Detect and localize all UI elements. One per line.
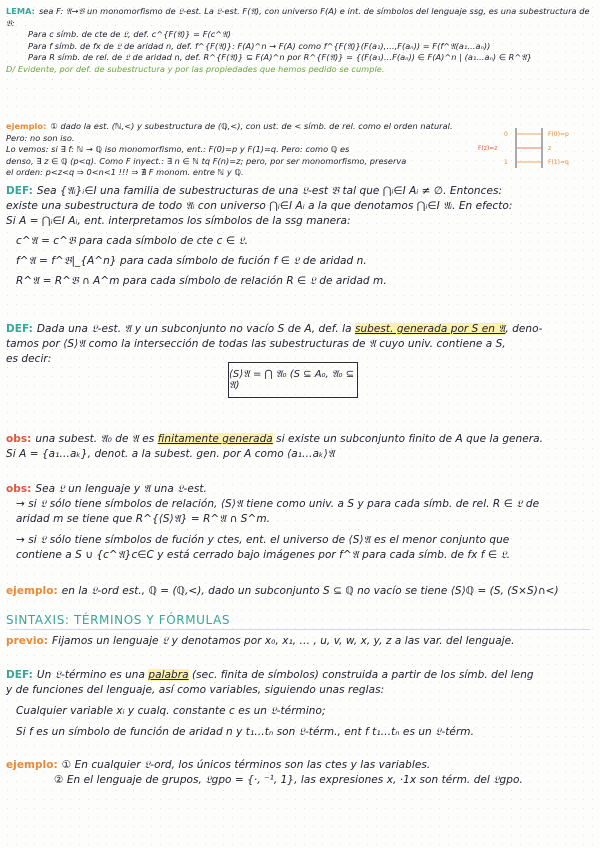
- ejemplo1-tag: ejemplo:: [6, 121, 47, 131]
- ejemplo1-line: ① dado la est. (ℕ,<) y subestructura de (ℚ,<), con ust. de < símb. de rel. como el orden natural. Pero: no son iso.: [6, 121, 453, 143]
- def3-text: (sec. finita de símbolos) construida a partir de los símb. del leng: [192, 669, 534, 681]
- diagram-left-label: F(z)=z: [478, 145, 498, 152]
- def1-item: f^𝔄 = f^𝔅|_{A^n} para cada símbolo de fución f ∈ 𝔏 de aridad n.: [16, 255, 367, 267]
- diagram-right-label: F(1)=q: [548, 159, 569, 166]
- def2-line: es decir:: [6, 353, 52, 365]
- obs2-line: → si 𝔏 sólo tiene símbolos de relación, ⟨S⟩𝔄 tiene como univ. a S y para cada símb. de rel. R ∈ 𝔏 de: [16, 498, 540, 510]
- lema-item: Para R símb. de rel. de 𝔏 de aridad n, def. R^{F(𝔄)} ⊆ F(A)^n por R^{F(𝔄)} = {(F(a₁)…F(aₙ)) ∈ F(A)^n | (a₁…aₙ) ∈ R^𝔄}: [28, 52, 533, 62]
- obs1-text: si existe un subconjunto finito de A que la genera.: [276, 433, 544, 445]
- ejemplo2-text: en la 𝔏-ord est., ℚ = (ℚ,<), dado un subconjunto S ⊆ ℚ no vacío se tiene ⟨S⟩ℚ = (S, (S×S)∩<): [61, 585, 559, 597]
- obs2-tag: obs:: [6, 483, 32, 495]
- def3-item: Cualquier variable xᵢ y cualq. constante c es un 𝔏-término;: [16, 705, 326, 717]
- obs1-line: Si A = {a₁…aₖ}, denot. a la subest. gen. por A como ⟨a₁…aₖ⟩𝔄: [6, 448, 335, 460]
- def1-line: existe una subestructura de todo 𝔄ᵢ con universo ⋂ᵢ∈I Aᵢ a la que denotamos ⋂ᵢ∈I 𝔄ᵢ. En efecto:: [6, 200, 513, 212]
- def1-line: Si A = ⋂ᵢ∈I Aᵢ, ent. interpretamos los símbolos de la ssg manera:: [6, 215, 351, 227]
- diagram-right-label: z: [548, 145, 552, 152]
- obs2-block: [6, 482, 594, 563]
- lema-item: Para c símb. de cte de 𝔏, def. c^{F(𝔄)} = F(c^𝔄): [28, 29, 231, 39]
- generated-substructure-formula: ⟨S⟩𝔄 = ⋂ 𝔄₀ (S ⊆ A₀, 𝔄₀ ⊆ 𝔄): [228, 362, 358, 398]
- lema-text: sea F: 𝔄→𝔅 un monomorfismo de 𝔏-est. La 𝔏-est. F(𝔄), con universo F(A) e int. de símbolos del lenguaje ssg, es una subestructura de 𝔅:: [6, 6, 590, 28]
- def2-line: tamos por ⟨S⟩𝔄 como la intersección de todas las subestructuras de 𝔄 cuyo univ. contiene a S,: [6, 338, 506, 350]
- ejemplo1-block: [6, 121, 470, 179]
- def3-text: Un 𝔏-término es una: [36, 669, 146, 681]
- obs1-highlight: finitamente generada: [157, 433, 273, 445]
- ejemplo3-line: ② En el lenguaje de grupos, 𝔏gpo = {·, ⁻¹, 1}, las expresiones x, ·1x son térm. del 𝔏gpo.: [54, 774, 523, 786]
- def1-block: [6, 184, 594, 289]
- ejemplo1-line: Lo vemos: si ∃ f: ℕ → ℚ iso monomorfismo, ent.: F(0)=p y F(1)=q. Pero: como ℚ es: [6, 144, 350, 154]
- diagram-left-label: 0: [504, 131, 508, 138]
- ejemplo1-line: denso, ∃ z ∈ ℚ (p<q). Como F inyect.: ∃ n ∈ ℕ tq F(n)=z; pero, por ser monomorfismo, preserva: [6, 155, 407, 166]
- previo-tag: previo:: [6, 635, 49, 647]
- def3-item: Si f es un símbolo de función de aridad n y t₁…tₙ son 𝔏-térm., ent f t₁…tₙ es un 𝔏-térm.: [16, 726, 474, 738]
- obs2-line: → si 𝔏 sólo tiene símbolos de fución y ctes, ent. el universo de ⟨S⟩𝔄 es el menor conjunto que: [16, 534, 510, 546]
- def1-item: c^𝔄 = c^𝔅 para cada símbolo de cte c ∈ 𝔏.: [16, 235, 249, 247]
- ejemplo2-block: [6, 584, 594, 599]
- order-map-diagram: [476, 124, 594, 172]
- lema-proof: D/ Evidente, por def. de subestructura y por las propiedades que hemos pedido se cumple.: [6, 63, 385, 74]
- def3-block: [6, 668, 594, 740]
- def2-tag: DEF:: [6, 323, 33, 335]
- obs1-tag: obs:: [6, 433, 32, 445]
- ejemplo2-tag: ejemplo:: [6, 585, 58, 597]
- def2-highlight: subest. generada por S en 𝔄: [354, 323, 506, 335]
- lema-block: [6, 6, 594, 75]
- def1-item: R^𝔄 = R^𝔅 ∩ A^m para cada símbolo de relación R ∈ 𝔏 de aridad m.: [16, 275, 387, 287]
- ejemplo3-line: ① En cualquier 𝔏-ord, los únicos términos son las ctes y las variables.: [61, 759, 431, 771]
- def3-line: y de funciones del lenguaje, así como variables, siguiendo unas reglas:: [6, 684, 385, 696]
- previo-block: [6, 634, 594, 649]
- diagram-left-label: 1: [504, 159, 508, 166]
- obs1-text: una subest. 𝔄₀ de 𝔄 es: [35, 433, 155, 445]
- lema-tag: LEMA:: [6, 6, 35, 16]
- section-title: SINTAXIS: TÉRMINOS Y FÓRMULAS: [6, 613, 231, 627]
- ejemplo3-block: [6, 758, 594, 788]
- def1-line: Sea {𝔄ᵢ}ᵢ∈I una familia de subestructuras de una 𝔏-est 𝔅 tal que ⋂ᵢ∈I Aᵢ ≠ ∅. Entonces:: [36, 185, 503, 197]
- previo-text: Fijamos un lenguaje 𝔏 y denotamos por x₀, x₁, … , u, v, w, x, y, z a las var. del lenguaje.: [52, 635, 515, 647]
- obs2-line: Sea 𝔏 un lenguaje y 𝔄 una 𝔏-est.: [35, 483, 207, 495]
- ejemplo3-tag: ejemplo:: [6, 759, 58, 771]
- lema-item: Para f símb. de fx de 𝔏 de aridad n, def. f^{F(𝔄)}: F(A)^n → F(A) como f^{F(𝔄)}(F(a₁),…,F(aₙ)) = F(f^𝔄(a₁…aₙ)): [28, 40, 491, 51]
- section-divider: [10, 629, 590, 630]
- def3-highlight: palabra: [148, 669, 189, 681]
- obs2-line: contiene a S ∪ {c^𝔄}c∈C y está cerrado bajo imágenes por f^𝔄 para cada símb. de fx f ∈ 𝔏.: [16, 549, 511, 561]
- ejemplo1-line: el orden: p<z<q ⇒ 0<n<1 !!! ⇒ ∄ F monom. entre ℕ y ℚ.: [6, 167, 244, 177]
- def1-tag: DEF:: [6, 185, 33, 197]
- def2-text: , deno-: [505, 323, 543, 335]
- def2-text: Dada una 𝔏-est. 𝔄 y un subconjunto no vacío S de A, def. la: [36, 323, 352, 335]
- obs1-block: [6, 432, 594, 462]
- def2-block: [6, 322, 594, 367]
- def3-tag: DEF:: [6, 669, 33, 681]
- diagram-right-label: F(0)=p: [548, 131, 569, 138]
- obs2-line: aridad m se tiene que R^{⟨S⟩𝔄} = R^𝔄 ∩ S^m.: [16, 513, 271, 525]
